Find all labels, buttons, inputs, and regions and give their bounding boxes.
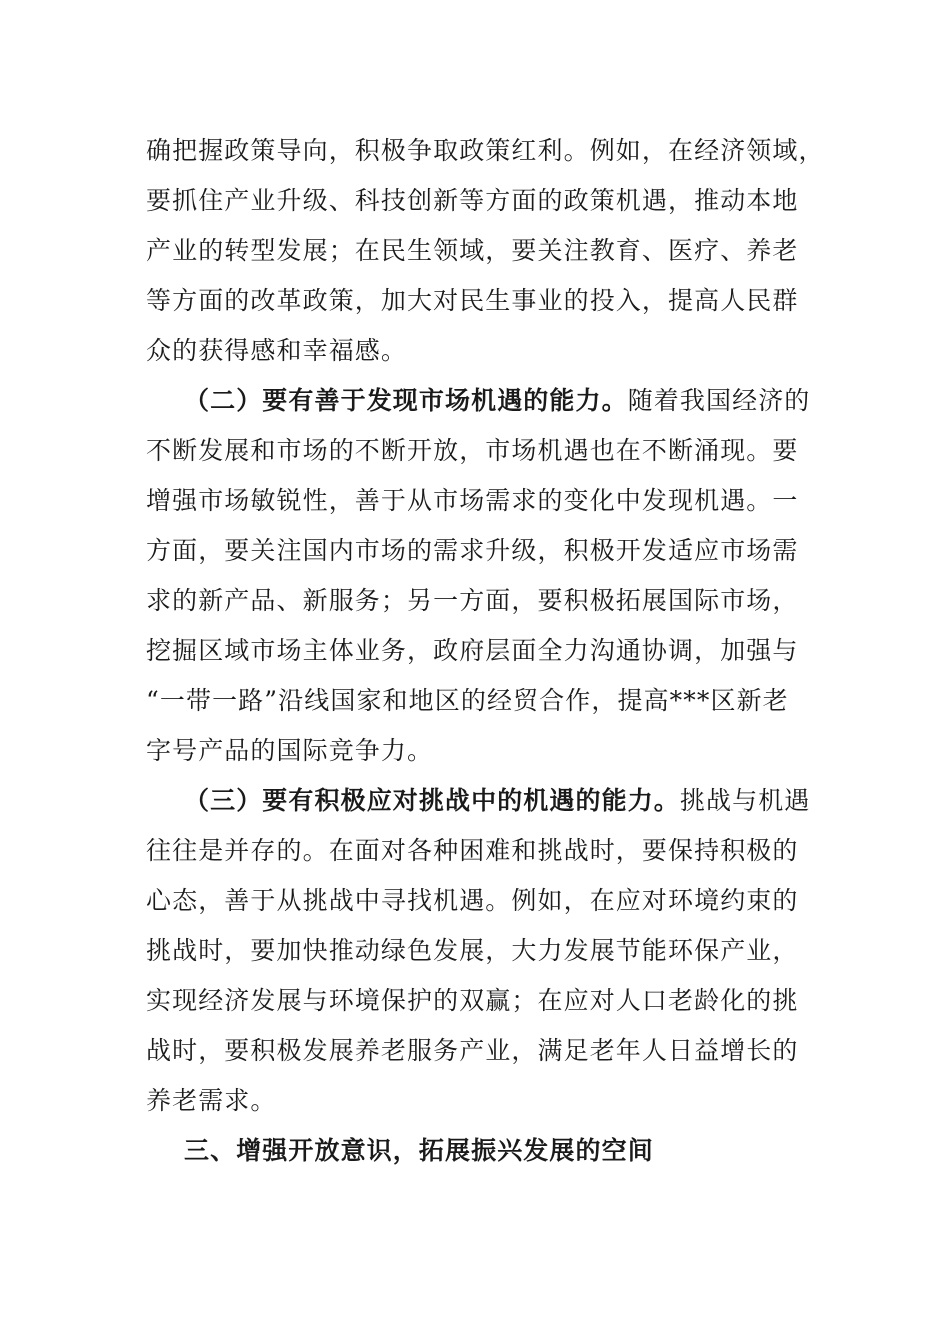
paragraph-line: 挑战时，要加快推动绿色发展，大力发展节能环保产业，: [146, 936, 799, 965]
paragraph-line: 养老需求。: [146, 1086, 277, 1115]
subsection-heading: （二）要有善于发现市场机遇的能力。: [184, 386, 628, 415]
paragraph-line: 字号产品的国际竞争力。: [146, 736, 434, 765]
paragraph-first-line: [184, 376, 810, 426]
paragraph-line: 心态，善于从挑战中寻找机遇。例如，在应对环境约束的: [146, 886, 799, 915]
section-heading: 三、增强开放意识，拓展振兴发展的空间: [184, 1136, 654, 1165]
paragraph-line: 等方面的改革政策，加大对民生事业的投入，提高人民群: [146, 286, 799, 315]
paragraph-line: 实现经济发展与环境保护的双赢；在应对人口老龄化的挑: [146, 986, 799, 1015]
paragraph-line: 要抓住产业升级、科技创新等方面的政策机遇，推动本地: [146, 186, 799, 215]
paragraph-first-line: [184, 776, 810, 826]
paragraph-line: 不断发展和市场的不断开放，市场机遇也在不断涌现。要: [146, 436, 799, 465]
subsection-heading: （三）要有积极应对挑战中的机遇的能力。: [184, 786, 680, 815]
paragraph-line: 产业的转型发展；在民生领域，要关注教育、医疗、养老: [146, 236, 799, 265]
paragraph-line: 往往是并存的。在面对各种困难和挑战时，要保持积极的: [146, 836, 799, 865]
paragraph-line: 战时，要积极发展养老服务产业，满足老年人日益增长的: [146, 1036, 799, 1065]
paragraph-line: 确把握政策导向，积极争取政策红利。例如，在经济领域，: [146, 136, 825, 165]
paragraph-line: 求的新产品、新服务；另一方面，要积极拓展国际市场，: [146, 586, 799, 615]
paragraph-text: 挑战与机遇: [679, 786, 811, 815]
paragraph-line: “一带一路”沿线国家和地区的经贸合作，提高***区新老: [146, 686, 789, 715]
paragraph-line: 众的获得感和幸福感。: [146, 336, 408, 365]
paragraph-line: 挖掘区域市场主体业务，政府层面全力沟通协调，加强与: [146, 636, 799, 665]
paragraph-text: 随着我国经济的: [627, 386, 811, 415]
paragraph-line: 增强市场敏锐性，善于从市场需求的变化中发现机遇。一: [146, 486, 799, 515]
paragraph-line: 方面，要关注国内市场的需求升级，积极开发适应市场需: [146, 536, 799, 565]
